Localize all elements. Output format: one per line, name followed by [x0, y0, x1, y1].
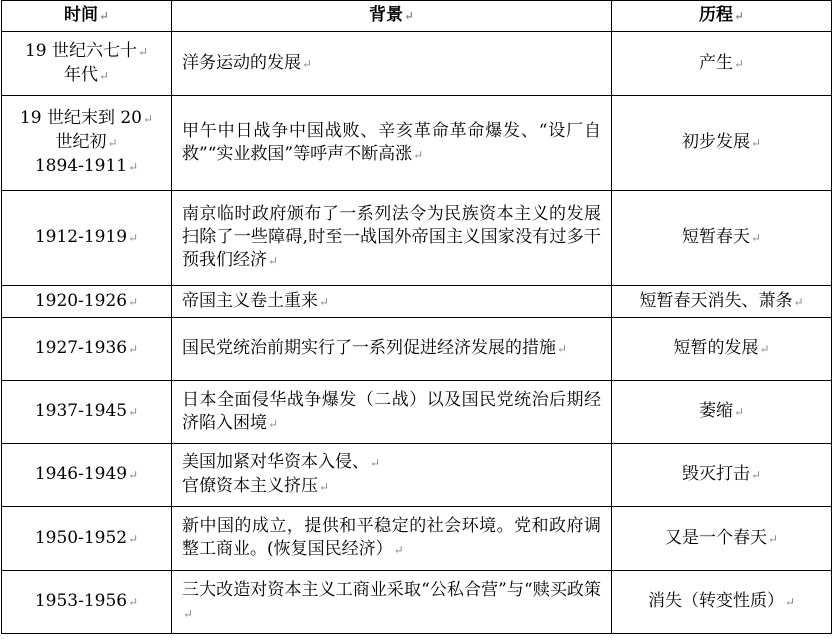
background-cell-text: 洋务运动的发展 ↵	[182, 52, 601, 76]
time-cell	[2, 507, 172, 571]
time-cell	[2, 96, 172, 191]
process-cell-text: 产生 ↵	[616, 52, 827, 76]
process-cell	[612, 96, 832, 191]
process-cell-text: 短暂的发展 ↵	[616, 337, 827, 361]
time-cell-text: 1912-1919 ↵	[6, 226, 167, 250]
time-cell	[2, 318, 172, 381]
process-cell	[612, 507, 832, 571]
time-cell-text: 世纪初 ↵	[6, 131, 167, 155]
process-cell-text: 毁灭打击 ↵	[616, 463, 827, 487]
background-cell-text: 日本全面侵华战争爆发（二战）以及国民党统治后期经济陷入困境 ↵	[182, 389, 601, 436]
process-cell-text: 又是一个春天 ↵	[616, 527, 827, 551]
process-cell-text: 短暂春天 ↵	[616, 226, 827, 250]
time-cell-text: 1950-1952 ↵	[6, 527, 167, 551]
time-cell-text: 1927-1936 ↵	[6, 337, 167, 361]
time-cell-text: 1946-1949 ↵	[6, 463, 167, 487]
process-cell-text: 短暂春天消失、萧条 ↵	[616, 290, 827, 314]
process-cell	[612, 381, 832, 444]
background-cell-text: 官僚资本主义挤压 ↵	[182, 475, 601, 499]
time-cell	[2, 191, 172, 286]
header-background: 背景↵	[172, 1, 612, 32]
header-time: 时间↵	[2, 1, 172, 32]
background-cell	[172, 318, 612, 381]
time-cell-text: 1937-1945 ↵	[6, 400, 167, 424]
process-cell	[612, 286, 832, 318]
time-cell-text: 1953-1956 ↵	[6, 590, 167, 614]
header-row	[2, 1, 832, 32]
table-row	[2, 286, 832, 318]
table-row	[2, 571, 832, 634]
background-cell-text: 美国加紧对华资本入侵、 ↵	[182, 451, 601, 475]
process-cell	[612, 444, 832, 507]
table-body	[2, 32, 832, 634]
background-cell-text: 国民党统治前期实行了一系列促进经济发展的措施 ↵	[182, 337, 601, 361]
history-table	[1, 0, 832, 634]
background-cell	[172, 444, 612, 507]
background-cell	[172, 286, 612, 318]
time-cell-text: 年代 ↵	[6, 64, 167, 88]
background-cell	[172, 507, 612, 571]
process-cell-text: 萎缩 ↵	[616, 400, 827, 424]
time-cell-text: 19 世纪末到 20 ↵	[6, 107, 167, 131]
time-cell-text: 1894-1911 ↵	[6, 155, 167, 179]
process-cell-text: 初步发展 ↵	[616, 131, 827, 155]
table-row	[2, 191, 832, 286]
table-row	[2, 381, 832, 444]
background-cell-text: 甲午中日战争中国战败、辛亥革命革命爆发、“设厂自救”“实业救国”等呼声不断高涨 ↵	[182, 120, 601, 167]
process-cell	[612, 32, 832, 96]
background-cell	[172, 96, 612, 191]
table-row	[2, 444, 832, 507]
background-cell-text: 新中国的成立，提供和平稳定的社会环境。党和政府调整工商业。(恢复国民经济） ↵	[182, 515, 601, 562]
background-cell-text: 三大改造对资本主义工商业采取“公私合营”与“赎买政策 ↵	[182, 579, 601, 626]
time-cell-text: 19 世纪六七十 ↵	[6, 40, 167, 64]
process-cell-text: 消失（转变性质） ↵	[616, 590, 827, 614]
background-cell	[172, 381, 612, 444]
time-cell-text: 1920-1926 ↵	[6, 290, 167, 314]
background-cell	[172, 191, 612, 286]
time-cell	[2, 286, 172, 318]
time-cell	[2, 444, 172, 507]
time-cell	[2, 571, 172, 634]
table-row	[2, 96, 832, 191]
background-cell	[172, 32, 612, 96]
table-row	[2, 318, 832, 381]
background-cell	[172, 571, 612, 634]
table-row	[2, 32, 832, 96]
header-process: 历程↵	[612, 1, 832, 32]
background-cell-text: 南京临时政府颁布了一系列法令为民族资本主义的发展扫除了一些障碍,时至一战国外帝国主义国家没有过多干预我们经济 ↵	[182, 203, 601, 273]
process-cell	[612, 191, 832, 286]
time-cell	[2, 381, 172, 444]
process-cell	[612, 318, 832, 381]
process-cell	[612, 571, 832, 634]
table-row	[2, 507, 832, 571]
background-cell-text: 帝国主义卷土重来 ↵	[182, 290, 601, 314]
time-cell	[2, 32, 172, 96]
